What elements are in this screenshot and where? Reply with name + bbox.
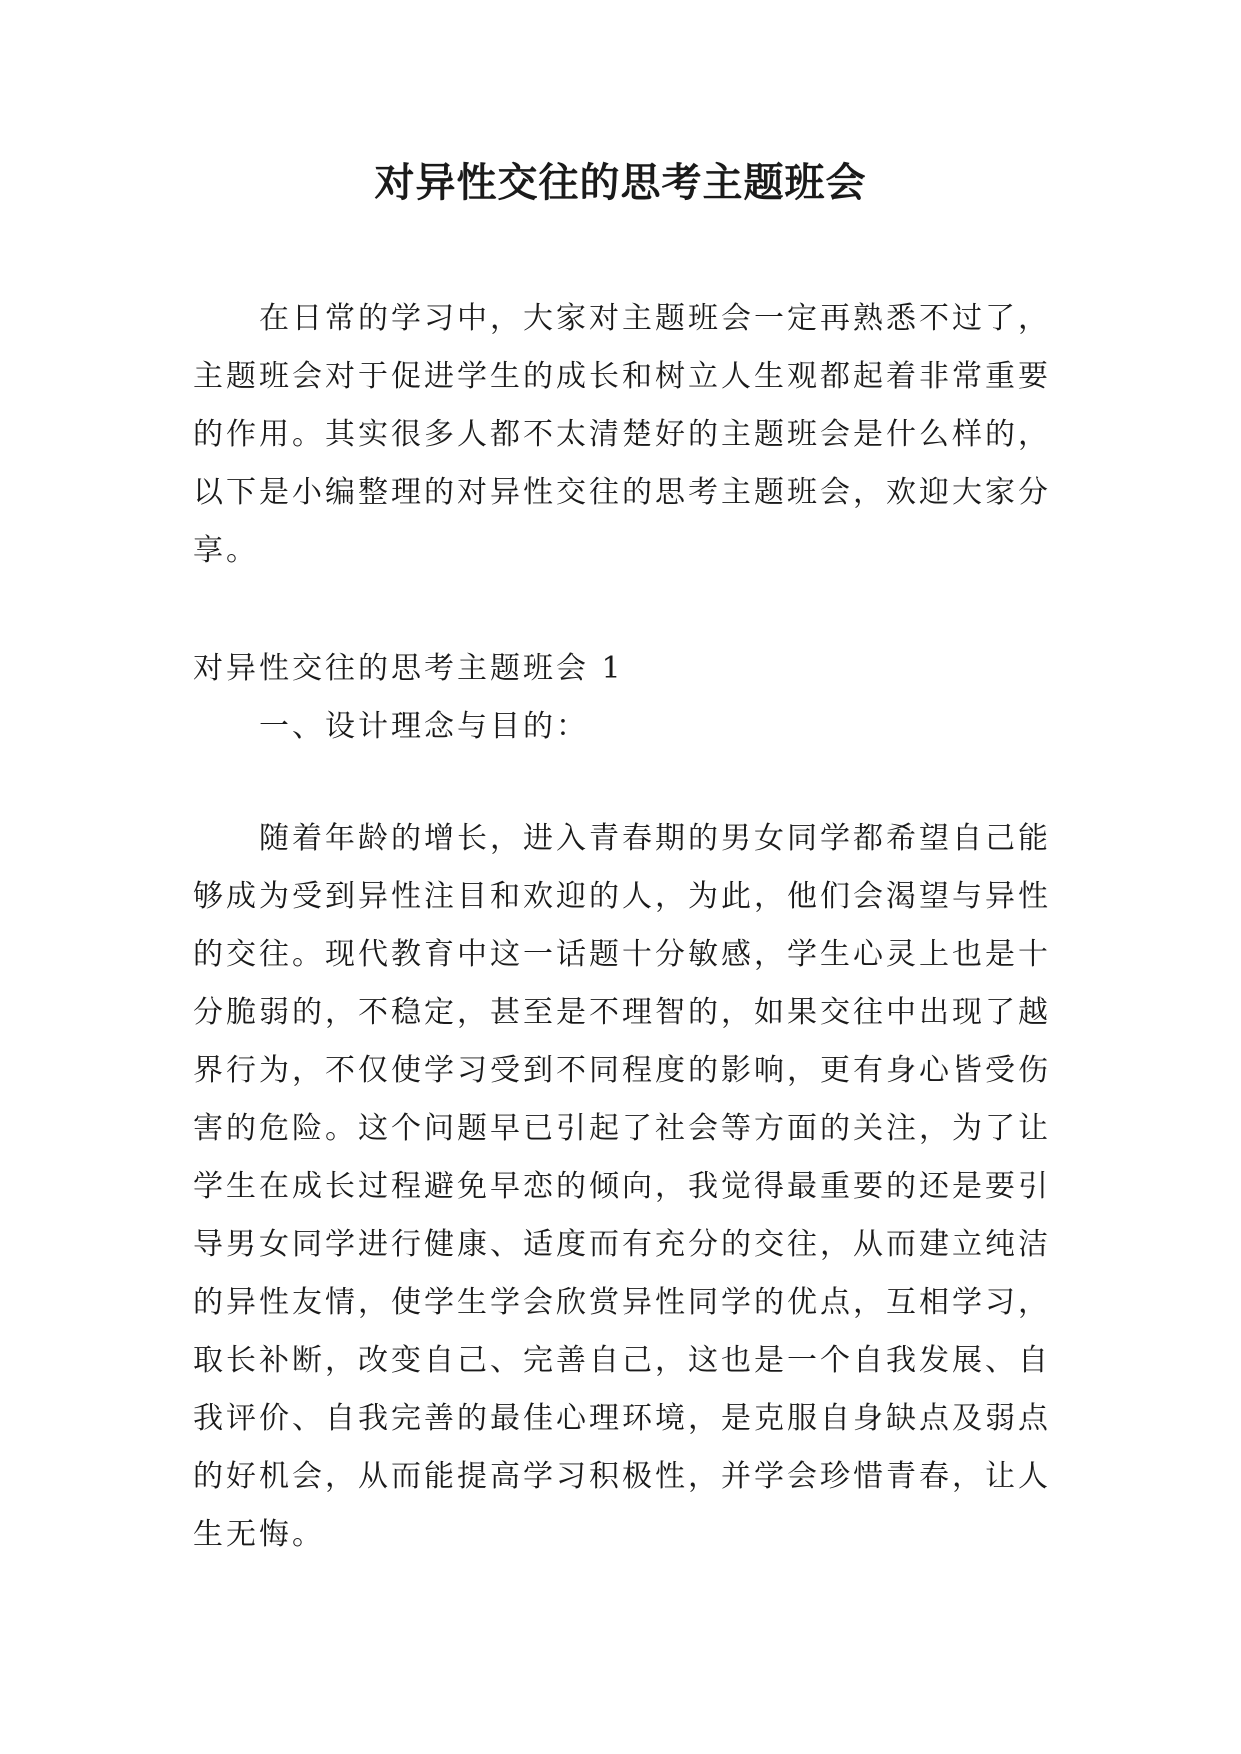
body-paragraph: 随着年龄的增长，进入青春期的男女同学都希望自己能够成为受到异性注目和欢迎的人，为此，他们会渴望与异性的交往。现代教育中这一话题十分敏感，学生心灵上也是十分脆弱的，不稳定，甚至是不理智的，如果交往中出现了越界行为，不仅使学习受到不同程度的影响，更有身心皆受伤害的危险。这个问题早已引起了社会等方面的关注，为了让学生在成长过程避免早恋的倾向，我觉得最重要的还是要引导男女同学进行健康、适度而有充分的交往，从而建立纯洁的异性友情，使学生学会欣赏异性同学的优点，互相学习，取长补断，改变自己、完善自己，这也是一个自我发展、自我评价、自我完善的最佳心理环境，是克服自身缺点及弱点的好机会，从而能提高学习积极性，并学会珍惜青春，让人生无悔。 [193,821,1051,1552]
section-heading: 对异性交往的思考主题班会 1 [193,651,624,686]
intro-paragraph: 在日常的学习中，大家对主题班会一定再熟悉不过了，主题班会对于促进学生的成长和树立人生观都起着非常重要的作用。其实很多人都不太清楚好的主题班会是什么样的，以下是小编整理的对异性交往的思考主题班会，欢迎大家分享。 [193,301,1051,568]
document-title: 对异性交往的思考主题班会 [374,160,867,206]
sub-heading: 一、设计理念与目的： [259,709,589,744]
